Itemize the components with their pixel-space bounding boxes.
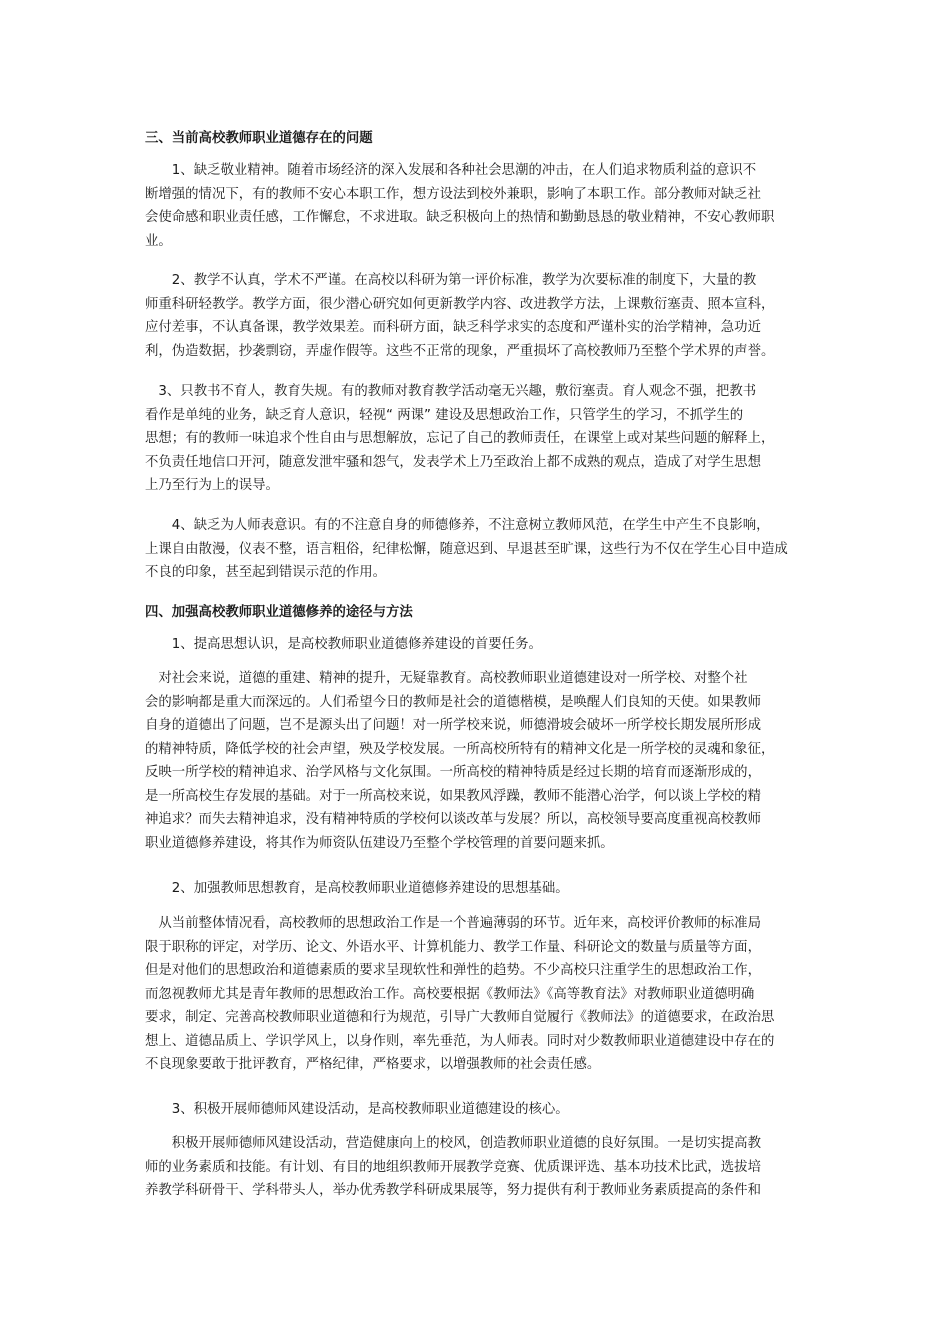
paragraph-moral-rebuilding: 对社会来说，道德的重建、精神的提升，无疑靠教育。高校教师职业道德建设对一所学校、对整个社 会的影响都是重大而深远的。人们希望今日的教师是社会的道德楷模，是唤醒人们良知的天使。如果教师 自身的道德出了问题，岂不是源头出了问题！对一所学校来说，师德滑坡会破坏一所学校长期发展所形成 的精神特质，降低学校的社会声望，殃及学校发展。一所高校所特有的精神文化是一所学校的灵魂和象征， 反映一所学校的精神追求、治学风格与文化氛围。一所高校的精神特质是经过长期的培育而逐渐形成的， 是一所高校生存发展的基础。对于一所高校来说，如果教风浮躁，教师不能潜心治学，何以谈上学校的精 神追求？而失去精神追求，没有精神特质的学校何以谈改革与发展？所以，高校领导要高度重视高校教师 职业道德修养建设，将其作为师资队伍建设乃至整个学校管理的首要问题来抓。: [145, 671, 775, 851]
section-4-heading: 四、加强高校教师职业道德修养的途径与方法: [145, 605, 413, 620]
paragraph-lack-of-dedication: 1、缺乏敬业精神。随着市场经济的深入发展和各种社会思潮的冲击，在人们追求物质利益的意识不 断增强的情况下，有的教师不安心本职工作，想方设法到校外兼职，影响了本职工作。部分教师对缺乏社 会使命感和职业责任感，工作懈怠，不求进取。缺乏积极向上的热情和勤勤恳恳的敬业精神，不安心教师职 业。: [145, 163, 775, 249]
item-1-heading: 1、提高思想认识，是高校教师职业道德修养建设的首要任务。: [145, 637, 542, 652]
paragraph-ethics-activities: 积极开展师德师风建设活动，营造健康向上的校风，创造教师职业道德的良好氛围。一是切实提高教 师的业务素质和技能。有计划、有目的地组织教师开展教学竞赛、优质课评选、基本功技术比武，选拔培 养教学科研骨干、学科带头人，举办优秀教学科研成果展等，努力提供有利于教师业务素质提高的条件和: [145, 1136, 761, 1198]
item-3-heading: 3、积极开展师德师风建设活动，是高校教师职业道德建设的核心。: [145, 1102, 569, 1117]
paragraph-teaching-without-educating: 3、只教书不育人，教育失规。有的教师对教育教学活动毫无兴趣，敷衍塞责。育人观念不强，把教书 看作是单纯的业务，缺乏育人意识，轻视“ 两课” 建设及思想政治工作，只管学生的学习，不抓学生的 思想；有的教师一味追求个性自由与思想解放，忘记了自己的教师责任，在课堂上或对某些问题的解释上， 不负责任地信口开河，随意发泄牢骚和怨气，发表学术上乃至政治上都不成熟的观点，造成了对学生思想 上乃至行为上的误导。: [145, 384, 775, 493]
paragraph-teaching-not-serious: 2、教学不认真，学术不严谨。在高校以科研为第一评价标准，教学为次要标准的制度下，大量的教 师重科研轻教学。教学方面，很少潜心研究如何更新教学内容、改进教学方法，上课敷衍塞责、照本宣科， 应付差事，不认真备课，教学效果差。而科研方面，缺乏科学求实的态度和严谨朴实的治学精神，急功近 利，伪造数据，抄袭剽窃，弄虚作假等。这些不正常的现象，严重损坏了高校教师乃至整个学术界的声誉。: [145, 273, 775, 359]
paragraph-lack-of-role-model: 4、缺乏为人师表意识。有的不注意自身的师德修养，不注意树立教师风范，在学生中产生不良影响， 上课自由散漫，仪表不整，语言粗俗，纪律松懈，随意迟到、早退甚至旷课，这些行为不仅在学生心目中造成 不良的印象，甚至起到错误示范的作用。: [145, 518, 788, 580]
section-3-heading: 三、当前高校教师职业道德存在的问题: [145, 131, 373, 146]
paragraph-ideological-education: 从当前整体情况看，高校教师的思想政治工作是一个普遍薄弱的环节。近年来，高校评价教师的标准局 限于职称的评定，对学历、论文、外语水平、计算机能力、教学工作量、科研论文的数量与质量等方面， 但是对他们的思想政治和道德素质的要求呈现软性和弹性的趋势。不少高校只注重学生的思想政治工作， 而忽视教师尤其是青年教师的思想政治工作。高校要根据《教师法》《高等教育法》对教师职业道德明确 要求，制定、完善高校教师职业道德和行为规范，引导广大教师自觉履行《教师法》的道德要求，在政治思 想上、道德品质上、学识学风上，以身作则，率先垂范，为人师表。同时对少数教师职业道德建设中存在的 不良现象要敢于批评教育，严格纪律，严格要求，以增强教师的社会责任感。: [145, 916, 775, 1072]
item-2-heading: 2、加强教师思想教育，是高校教师职业道德修养建设的思想基础。: [145, 881, 569, 896]
